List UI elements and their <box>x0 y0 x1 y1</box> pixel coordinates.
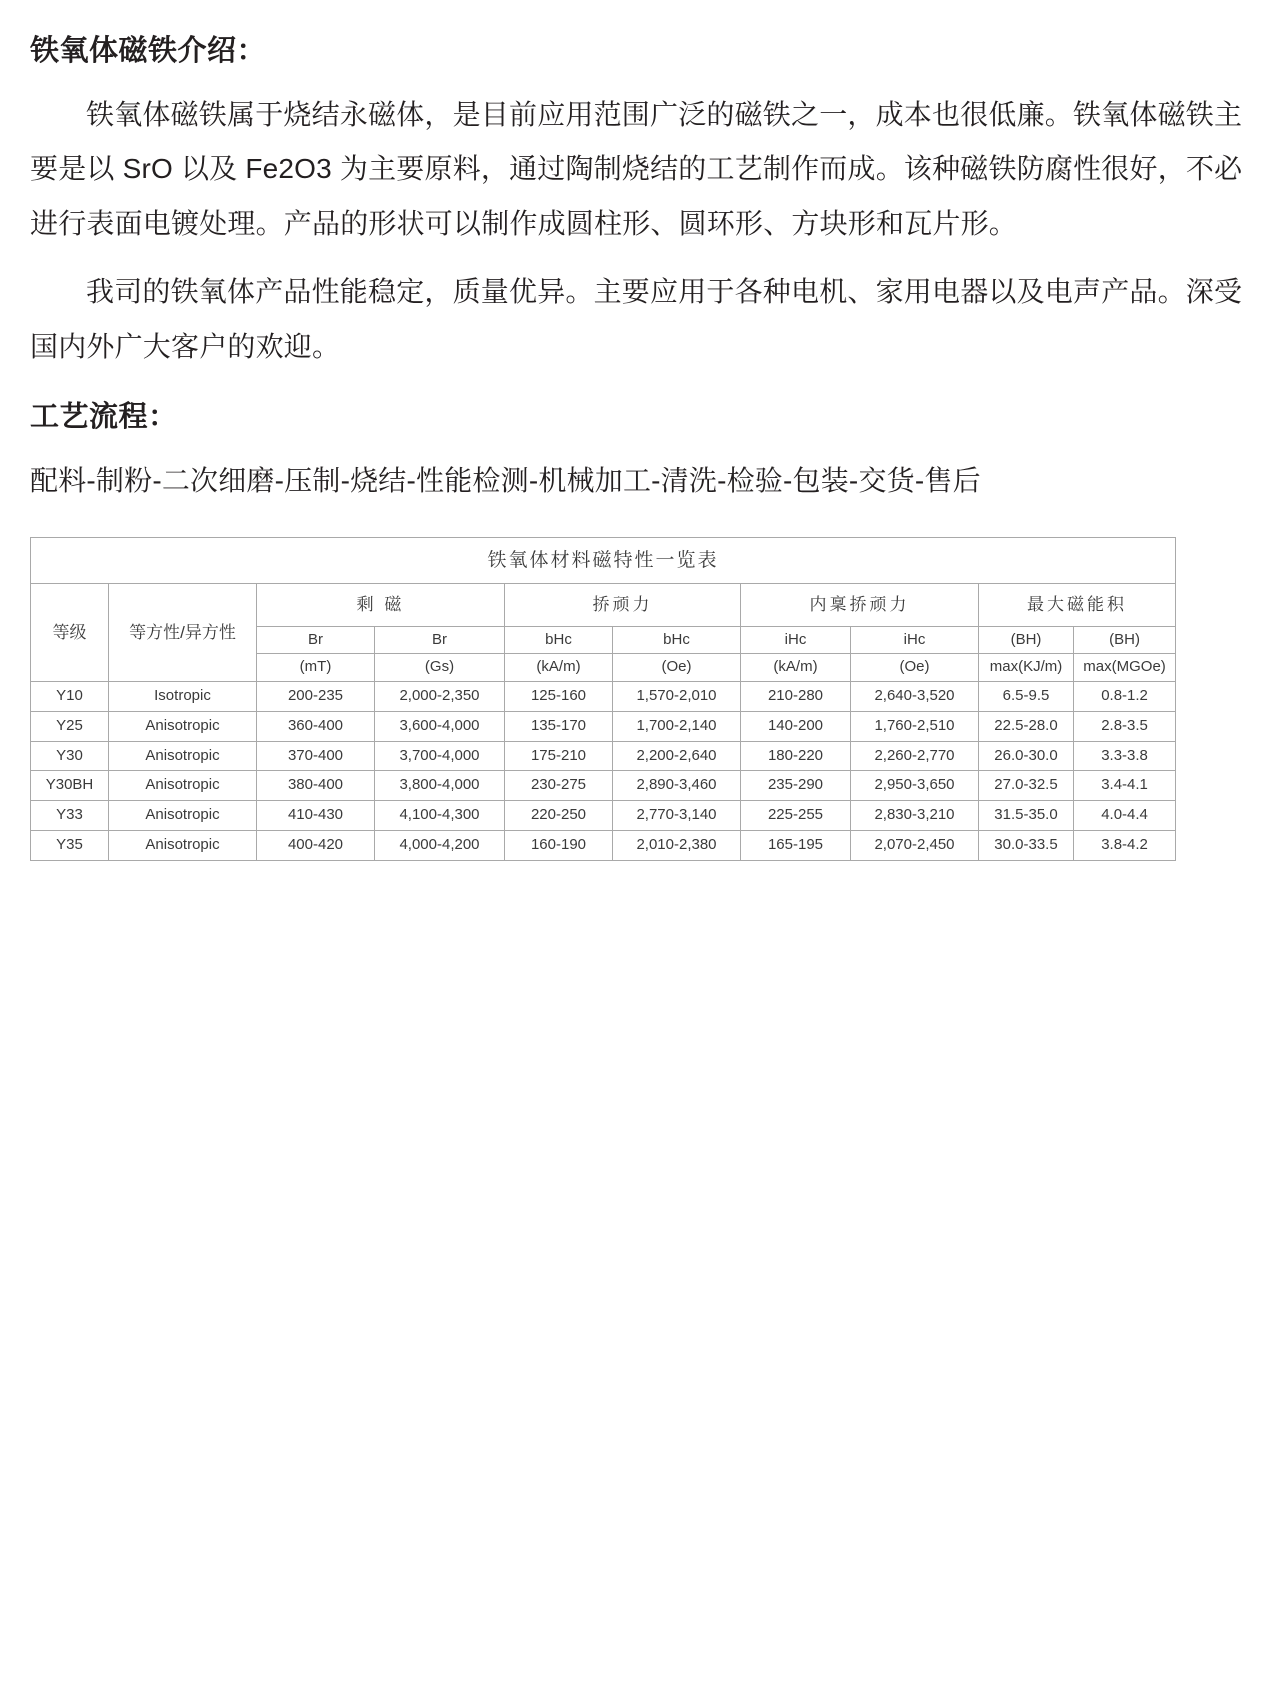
paragraph-intro-1: 铁氧体磁铁属于烧结永磁体，是目前应用范围广泛的磁铁之一，成本也很低廉。铁氧体磁铁主要是以 SrO 以及 Fe2O3 为主要原料，通过陶制烧结的工艺制作而成。该种磁铁防腐性很好，不必进行表面电镀处理。产品的形状可以制作成圆柱形、圆环形、方块形和瓦片形。 <box>30 98 1243 239</box>
table-row <box>31 682 1176 712</box>
ferrite-properties-table <box>30 537 1176 861</box>
header-grade: 等级 <box>31 584 109 682</box>
cell-ihc-oe: 2,950-3,650 <box>851 771 979 801</box>
unit-br-gs: (Gs) <box>375 654 505 682</box>
header-group-remanence: 剩 磁 <box>257 584 505 626</box>
cell-ihc-oe: 2,070-2,450 <box>851 830 979 860</box>
cell-br-mt: 370-400 <box>257 741 375 771</box>
cell-br-gs: 4,000-4,200 <box>375 830 505 860</box>
table-body <box>31 682 1176 861</box>
cell-br-mt: 380-400 <box>257 771 375 801</box>
cell-ihc-kam: 210-280 <box>741 682 851 712</box>
cell-grade: Y10 <box>31 682 109 712</box>
header-group-coercivity: 挢顽力 <box>505 584 741 626</box>
cell-ihc-kam: 165-195 <box>741 830 851 860</box>
cell-bhc-oe: 1,700-2,140 <box>613 711 741 741</box>
cell-bhc-oe: 2,890-3,460 <box>613 771 741 801</box>
cell-bhc-kam: 135-170 <box>505 711 613 741</box>
cell-bh-kjm: 22.5-28.0 <box>979 711 1074 741</box>
cell-bh-mgoe: 3.3-3.8 <box>1074 741 1176 771</box>
cell-br-gs: 3,600-4,000 <box>375 711 505 741</box>
cell-bh-mgoe: 2.8-3.5 <box>1074 711 1176 741</box>
subheader-bhc-kam: bHc <box>505 626 613 654</box>
cell-isotropy: Isotropic <box>109 682 257 712</box>
table-row <box>31 801 1176 831</box>
subheader-bh-mgoe: (BH) <box>1074 626 1176 654</box>
cell-br-mt: 400-420 <box>257 830 375 860</box>
cell-bh-mgoe: 3.4-4.1 <box>1074 771 1176 801</box>
cell-br-gs: 3,700-4,000 <box>375 741 505 771</box>
cell-ihc-oe: 2,830-3,210 <box>851 801 979 831</box>
subheader-br-gs: Br <box>375 626 505 654</box>
paragraph-intro-2: 我司的铁氧体产品性能稳定，质量优异。主要应用于各种电机、家用电器以及电声产品。深受国内外广大客户的欢迎。 <box>30 276 1243 362</box>
table-row <box>31 741 1176 771</box>
header-isotropy: 等方性/异方性 <box>109 584 257 682</box>
cell-ihc-oe: 1,760-2,510 <box>851 711 979 741</box>
cell-grade: Y35 <box>31 830 109 860</box>
subheader-ihc-kam: iHc <box>741 626 851 654</box>
cell-bhc-oe: 1,570-2,010 <box>613 682 741 712</box>
cell-ihc-kam: 235-290 <box>741 771 851 801</box>
spec-table-wrapper <box>30 537 1166 861</box>
unit-bhc-oe: (Oe) <box>613 654 741 682</box>
cell-ihc-kam: 180-220 <box>741 741 851 771</box>
cell-bhc-kam: 220-250 <box>505 801 613 831</box>
cell-br-mt: 360-400 <box>257 711 375 741</box>
subheader-ihc-oe: iHc <box>851 626 979 654</box>
cell-br-gs: 2,000-2,350 <box>375 682 505 712</box>
header-group-max-energy-product: 最大磁能积 <box>979 584 1176 626</box>
cell-bhc-kam: 230-275 <box>505 771 613 801</box>
cell-bh-kjm: 30.0-33.5 <box>979 830 1074 860</box>
cell-bhc-kam: 175-210 <box>505 741 613 771</box>
cell-bh-kjm: 6.5-9.5 <box>979 682 1074 712</box>
cell-grade: Y30 <box>31 741 109 771</box>
table-head <box>31 537 1176 682</box>
cell-br-mt: 200-235 <box>257 682 375 712</box>
cell-br-gs: 3,800-4,000 <box>375 771 505 801</box>
cell-ihc-kam: 140-200 <box>741 711 851 741</box>
cell-grade: Y25 <box>31 711 109 741</box>
cell-ihc-oe: 2,260-2,770 <box>851 741 979 771</box>
unit-bh-mgoe: max(MGOe) <box>1074 654 1176 682</box>
cell-ihc-kam: 225-255 <box>741 801 851 831</box>
unit-bh-kjm: max(KJ/m) <box>979 654 1074 682</box>
cell-ihc-oe: 2,640-3,520 <box>851 682 979 712</box>
cell-isotropy: Anisotropic <box>109 741 257 771</box>
section-heading-intro: 铁氧体磁铁介绍： <box>30 35 267 67</box>
unit-ihc-kam: (kA/m) <box>741 654 851 682</box>
unit-bhc-kam: (kA/m) <box>505 654 613 682</box>
cell-br-mt: 410-430 <box>257 801 375 831</box>
cell-bhc-kam: 160-190 <box>505 830 613 860</box>
cell-bh-mgoe: 3.8-4.2 <box>1074 830 1176 860</box>
cell-bh-kjm: 31.5-35.0 <box>979 801 1074 831</box>
cell-bhc-kam: 125-160 <box>505 682 613 712</box>
spacer <box>30 374 1257 386</box>
table-row <box>31 771 1176 801</box>
cell-isotropy: Anisotropic <box>109 711 257 741</box>
cell-bhc-oe: 2,770-3,140 <box>613 801 741 831</box>
subheader-bh-kjm: (BH) <box>979 626 1074 654</box>
subheader-br-mt: Br <box>257 626 375 654</box>
table-title: 铁氧体材料磁特性一览表 <box>31 537 1176 584</box>
cell-bh-kjm: 27.0-32.5 <box>979 771 1074 801</box>
cell-bh-kjm: 26.0-30.0 <box>979 741 1074 771</box>
table-title-row <box>31 537 1176 584</box>
table-row <box>31 711 1176 741</box>
table-row <box>31 830 1176 860</box>
table-group-header-row <box>31 584 1176 626</box>
paragraph-process-flow: 配料-制粉-二次细磨-压制-烧结-性能检测-机械加工-清洗-检验-包装-交货-售后 <box>30 464 981 496</box>
header-group-intrinsic-coercivity: 内稟挢顽力 <box>741 584 979 626</box>
unit-br-mt: (mT) <box>257 654 375 682</box>
cell-bh-mgoe: 0.8-1.2 <box>1074 682 1176 712</box>
cell-br-gs: 4,100-4,300 <box>375 801 505 831</box>
cell-isotropy: Anisotropic <box>109 801 257 831</box>
unit-ihc-oe: (Oe) <box>851 654 979 682</box>
cell-grade: Y33 <box>31 801 109 831</box>
cell-isotropy: Anisotropic <box>109 830 257 860</box>
subheader-bhc-oe: bHc <box>613 626 741 654</box>
cell-grade: Y30BH <box>31 771 109 801</box>
section-heading-process: 工艺流程： <box>30 401 178 434</box>
cell-isotropy: Anisotropic <box>109 771 257 801</box>
cell-bhc-oe: 2,010-2,380 <box>613 830 741 860</box>
cell-bh-mgoe: 4.0-4.4 <box>1074 801 1176 831</box>
cell-bhc-oe: 2,200-2,640 <box>613 741 741 771</box>
